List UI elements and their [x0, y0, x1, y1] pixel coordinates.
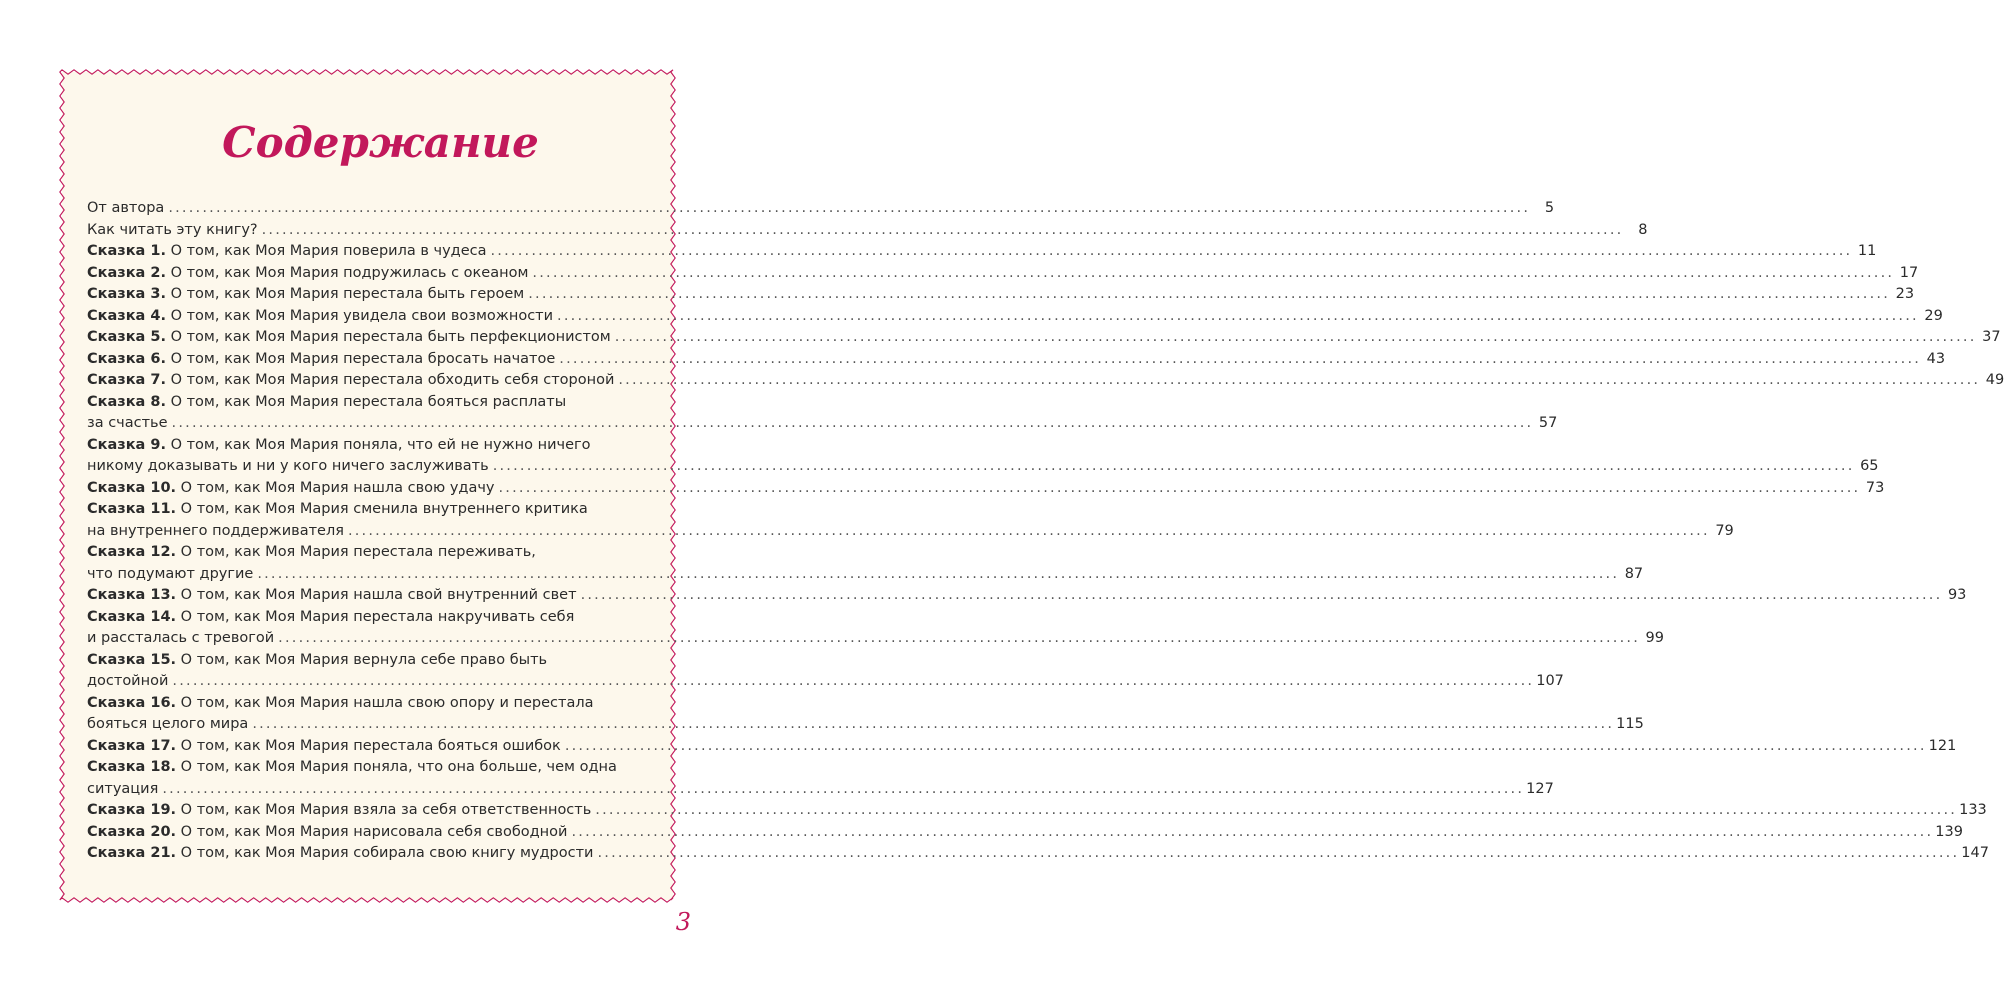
- toc-entry-page: 29: [1924, 307, 1943, 324]
- toc-entry-title: бояться целого мира: [87, 716, 249, 732]
- dot-leader: ........................................................................................................................................................................................................: [490, 243, 1853, 259]
- dot-leader: ........................................................................................................................................................................................................: [597, 845, 1960, 861]
- toc-entry: [87, 392, 1558, 435]
- toc-entry-label: Сказка 16.: [87, 694, 177, 711]
- dot-leader: ........................................................................................................................................................................................................: [261, 221, 1624, 238]
- toc-entry: [87, 241, 1877, 263]
- toc-entry-label: Сказка 17.: [87, 737, 177, 754]
- toc-entry-title: О том, как Моя Мария взяла за себя ответственность: [180, 802, 592, 818]
- toc-entry-page: 99: [1645, 630, 1664, 646]
- toc-entry-page: 37: [1982, 329, 2001, 345]
- toc-entry-label: Сказка 7.: [87, 372, 166, 388]
- dot-leader: ........................................................................................................................................................................................................: [564, 737, 1927, 754]
- toc-entry-label: Сказка 14.: [87, 608, 177, 625]
- toc-entry-page: 115: [1616, 716, 1644, 732]
- toc-entry-label: Сказка 9.: [87, 436, 166, 453]
- dot-leader: ........................................................................................................................................................................................................: [559, 350, 1922, 367]
- toc-entry: [87, 349, 1946, 371]
- dot-leader: ........................................................................................................................................................................................................: [557, 307, 1919, 324]
- toc-entry-page: 93: [1947, 587, 1967, 603]
- page-title: Содержание: [222, 118, 539, 167]
- toc-entry-title: О том, как Моя Мария перестала быть перфекционистом: [170, 329, 611, 345]
- toc-entry: [87, 220, 1648, 242]
- toc-entry-label: Сказка 4.: [87, 307, 166, 324]
- toc-entry: [87, 585, 1967, 607]
- toc-entry-title: О том, как Моя Мария нашла свою опору и перестала: [180, 694, 594, 711]
- toc-entry-title: О том, как Моя Мария перестала накручивать себя: [180, 608, 575, 625]
- toc-entry: [87, 736, 1957, 758]
- dot-leader: ........................................................................................................................................................................................................: [532, 264, 1895, 281]
- dot-leader: ........................................................................................................................................................................................................: [498, 479, 1861, 496]
- toc-entry-title: О том, как Моя Мария нарисовала себя свободной: [180, 823, 568, 840]
- toc-entry-page: 79: [1715, 522, 1734, 539]
- toc-entry-page: 139: [1935, 823, 1963, 840]
- toc-entry: [87, 370, 2004, 392]
- toc-entry: [87, 757, 1554, 800]
- toc-entry-label: Сказка 13.: [87, 587, 177, 603]
- dot-leader: ........................................................................................................................................................................................................: [162, 780, 1525, 797]
- toc-entry-title: О том, как Моя Мария сменила внутреннего критика: [180, 501, 588, 517]
- toc-entry-page: 57: [1538, 415, 1558, 431]
- toc-entry-page: 87: [1624, 565, 1644, 582]
- toc-entry-title: О том, как Моя Мария перестала обходить себя стороной: [170, 372, 615, 388]
- toc-entry-label: Сказка 19.: [87, 802, 177, 818]
- toc-entry-title: О том, как Моя Мария перестала быть героем: [170, 286, 525, 302]
- toc-entry: [87, 478, 1885, 500]
- toc-entry-page: 121: [1928, 737, 1957, 754]
- toc-entry: [87, 327, 2001, 349]
- dot-leader: ........................................................................................................................................................................................................: [614, 329, 1977, 345]
- toc-entry-title: О том, как Моя Мария перестала бояться ошибок: [180, 737, 561, 754]
- toc-entry-label: Сказка 8.: [87, 393, 166, 410]
- toc-entry-title: О том, как Моя Мария поверила в чудеса: [170, 243, 487, 259]
- toc-entry-label: Сказка 3.: [87, 286, 166, 302]
- toc-entry-title: О том, как Моя Мария перестала бояться расплаты: [170, 393, 567, 410]
- dot-leader: ........................................................................................................................................................................................................: [347, 522, 1710, 539]
- toc-entry-title: От автора: [87, 200, 165, 216]
- toc-entry: [87, 607, 1664, 650]
- toc-entry-page: 23: [1895, 286, 1915, 302]
- toc-entry-title: О том, как Моя Мария собирала свою книгу мудрости: [180, 845, 594, 861]
- toc-entry-label: Сказка 2.: [87, 264, 166, 281]
- dot-leader: ........................................................................................................................................................................................................: [278, 630, 1640, 646]
- toc-entry-page: 65: [1860, 458, 1879, 474]
- toc-entry-label: Сказка 1.: [87, 243, 166, 259]
- toc-entry-label: Сказка 20.: [87, 823, 177, 840]
- toc-entry-page: 133: [1959, 802, 1987, 818]
- dot-leader: ........................................................................................................................................................................................................: [252, 716, 1615, 732]
- toc-entry-label: Сказка 12.: [87, 544, 177, 560]
- toc-entry-label: Сказка 10.: [87, 479, 177, 496]
- dot-leader: ........................................................................................................................................................................................................: [580, 587, 1943, 603]
- toc-entry-label: Сказка 6.: [87, 350, 166, 367]
- dot-leader: ........................................................................................................................................................................................................: [618, 372, 1981, 388]
- toc-entry-page: 43: [1926, 350, 1946, 367]
- toc-entry-title: достойной: [87, 673, 169, 689]
- toc-entry-page: 127: [1526, 780, 1554, 797]
- dot-leader: ........................................................................................................................................................................................................: [257, 565, 1620, 582]
- toc-entry: [87, 693, 1644, 736]
- toc-entry-title: что подумают другие: [87, 565, 254, 582]
- toc-entry-title: Как читать эту книгу?: [87, 221, 258, 238]
- toc-entry-title: О том, как Моя Мария поняла, что она больше, чем одна: [180, 759, 617, 775]
- toc-entry: [87, 822, 1963, 844]
- toc-entry: [87, 263, 1919, 285]
- toc-entry-page: 11: [1857, 243, 1877, 259]
- toc-entry: [87, 650, 1564, 693]
- toc-entry-label: Сказка 5.: [87, 329, 166, 345]
- toc-entry-page: 107: [1536, 673, 1564, 689]
- dot-leader: ........................................................................................................................................................................................................: [595, 802, 1958, 818]
- toc-entry-title: ситуация: [87, 780, 159, 797]
- toc-entry: [87, 843, 1989, 865]
- toc-entry-title: О том, как Моя Мария нашла свою удачу: [180, 479, 495, 496]
- toc-entry-title: О том, как Моя Мария поняла, что ей не нужно ничего: [170, 436, 591, 453]
- toc-entry-page: 49: [1985, 372, 2004, 388]
- toc-entry-title: никому доказывать и ни у кого ничего заслуживать: [87, 458, 489, 474]
- dot-leader: ........................................................................................................................................................................................................: [171, 415, 1534, 431]
- toc-entry: [87, 284, 1915, 306]
- toc-entry-page: 17: [1899, 264, 1919, 281]
- toc-entry-title: О том, как Моя Мария перестала переживать,: [180, 544, 536, 560]
- toc-entry-page: 8: [1638, 221, 1648, 238]
- toc-entry-page: 147: [1961, 845, 1989, 861]
- toc-entry-page: 5: [1544, 200, 1555, 216]
- toc-entry-title: О том, как Моя Мария подружилась с океаном: [170, 264, 529, 281]
- toc-entry-title: за счастье: [87, 415, 168, 431]
- dot-leader: ........................................................................................................................................................................................................: [492, 458, 1855, 474]
- toc-entry-title: О том, как Моя Мария увидела свои возможности: [170, 307, 554, 324]
- toc-entry-label: Сказка 21.: [87, 845, 177, 861]
- dot-leader: ........................................................................................................................................................................................................: [528, 286, 1891, 302]
- toc-entry: [87, 198, 1555, 220]
- toc-entry: [87, 306, 1943, 328]
- toc-entry-label: Сказка 11.: [87, 501, 177, 517]
- dot-leader: ........................................................................................................................................................................................................: [172, 673, 1535, 689]
- toc-entry-title: на внутреннего поддерживателя: [87, 522, 344, 539]
- toc-entry: [87, 800, 1987, 822]
- toc-entry-title: и рассталась с тревогой: [87, 630, 275, 646]
- toc-entry-title: О том, как Моя Мария перестала бросать начатое: [170, 350, 556, 367]
- toc-entry-label: Сказка 15.: [87, 651, 177, 668]
- toc-entry-page: 73: [1865, 479, 1885, 496]
- dot-leader: ........................................................................................................................................................................................................: [571, 823, 1934, 840]
- dot-leader: ........................................................................................................................................................................................................: [168, 200, 1531, 216]
- toc-entry-title: О том, как Моя Мария вернула себе право быть: [180, 651, 548, 668]
- toc-entry: [87, 499, 1734, 542]
- toc-entry-title: О том, как Моя Мария нашла свой внутренний свет: [180, 587, 577, 603]
- toc-entry: [87, 435, 1879, 478]
- page-number: 3: [675, 908, 691, 936]
- toc-entry: [87, 542, 1644, 585]
- toc-entry-label: Сказка 18.: [87, 759, 177, 775]
